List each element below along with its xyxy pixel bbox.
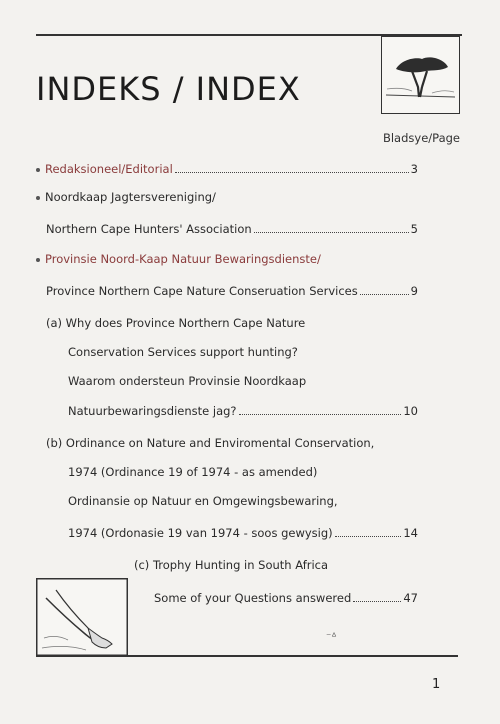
sub-entry-line: Conservation Services support hunting? xyxy=(68,345,298,359)
sub-entry-a[interactable]: (a) Why does Province Northern Cape Nature xyxy=(46,316,306,330)
bottom-rule xyxy=(36,655,458,657)
sub-entry-line[interactable] xyxy=(68,522,418,540)
stray-mark: ⁻ᐞ xyxy=(326,632,337,643)
dot-leader xyxy=(353,601,401,602)
bullet-icon xyxy=(36,196,40,200)
entry-label: 1974 (Ordonasie 19 van 1974 - soos gewysig) xyxy=(68,526,333,540)
entry-label: Natuurbewaringsdienste jag? xyxy=(68,404,237,418)
sub-entry-c[interactable]: (c) Trophy Hunting in South Africa xyxy=(134,558,329,572)
dot-leader xyxy=(254,232,409,233)
entry-label: Redaksioneel/Editorial xyxy=(45,162,173,176)
entry-page: 47 xyxy=(403,591,418,605)
page-title: INDEKS / INDEX xyxy=(36,70,301,108)
entry-page: 10 xyxy=(403,404,418,418)
sub-entry-line: Waarom ondersteun Provinsie Noordkaap xyxy=(68,374,307,388)
toc-entry[interactable] xyxy=(36,158,418,176)
toc-entry[interactable] xyxy=(36,252,321,266)
sub-entry-line[interactable] xyxy=(68,400,418,418)
dot-leader xyxy=(239,414,402,415)
dot-leader xyxy=(175,172,409,173)
toc-entry-cont[interactable] xyxy=(46,218,418,236)
bullet-icon xyxy=(36,258,40,262)
dot-leader xyxy=(360,294,409,295)
entry-label: Noordkaap Jagtersvereniging/ xyxy=(45,190,216,204)
entry-label: Provinsie Noord-Kaap Natuur Bewaringsdienste/ xyxy=(45,252,321,266)
entry-label: Northern Cape Hunters' Association xyxy=(46,222,252,236)
page-number: 1 xyxy=(432,677,441,692)
sub-entry-line[interactable] xyxy=(154,587,418,605)
dot-leader xyxy=(335,536,402,537)
sub-entry-b[interactable]: (b) Ordinance on Nature and Enviromental Conservation, xyxy=(46,436,375,450)
entry-page: 3 xyxy=(410,162,418,176)
sub-entry-line: 1974 (Ordinance 19 of 1974 - as amended) xyxy=(68,465,318,479)
toc-entry-cont[interactable] xyxy=(46,280,418,298)
antelope-sketch-icon xyxy=(36,578,128,656)
entry-page: 9 xyxy=(410,284,418,298)
entry-page: 14 xyxy=(403,526,418,540)
entry-label: Province Northern Cape Nature Conseruation Services xyxy=(46,284,358,298)
page-column-label: Bladsye/Page xyxy=(382,131,460,145)
acacia-tree-icon xyxy=(381,36,460,114)
bullet-icon xyxy=(36,168,40,172)
sub-entry-line: Ordinansie op Natuur en Omgewingsbewaring, xyxy=(68,494,338,508)
entry-label: Some of your Questions answered xyxy=(154,591,352,605)
toc-entry[interactable] xyxy=(36,190,216,204)
entry-page: 5 xyxy=(410,222,418,236)
